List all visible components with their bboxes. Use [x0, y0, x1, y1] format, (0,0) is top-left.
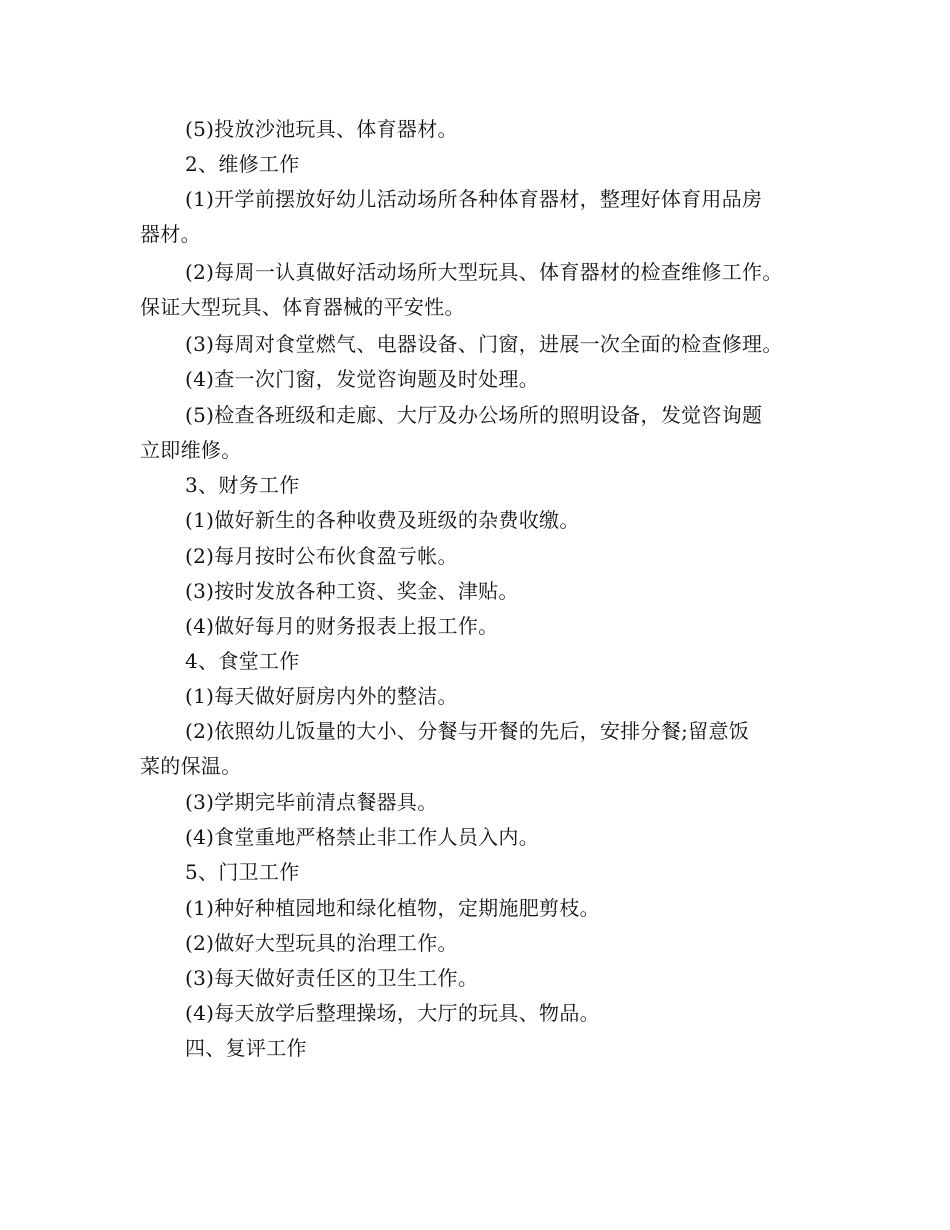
paragraph-line: (1)做好新生的各种收费及班级的杂费收缴。	[185, 508, 580, 532]
paragraph-line: (2)依照幼儿饭量的大小、分餐与开餐的先后，安排分餐;留意饭	[185, 719, 750, 743]
paragraph-line: 保证大型玩具、体育器械的平安性。	[140, 295, 465, 319]
paragraph-line: (4)食堂重地严格禁止非工作人员入内。	[185, 825, 540, 849]
heading-line: 3、财务工作	[185, 473, 300, 497]
paragraph-line: 菜的保温。	[140, 754, 242, 778]
heading-line: 四、复评工作	[185, 1036, 307, 1060]
paragraph-line: (5)投放沙池玩具、体育器材。	[185, 117, 458, 141]
paragraph-line: (3)每周对食堂燃气、电器设备、门窗，进展一次全面的检查修理。	[185, 332, 783, 356]
heading-line: 2、维修工作	[185, 152, 300, 176]
paragraph-line: (4)查一次门窗，发觉咨询题及时处理。	[185, 367, 540, 391]
paragraph-line: (3)每天做好责任区的卫生工作。	[185, 966, 479, 990]
paragraph-line: (2)做好大型玩具的治理工作。	[185, 931, 458, 955]
heading-line: 5、门卫工作	[185, 860, 300, 884]
heading-line: 4、食堂工作	[185, 649, 300, 673]
paragraph-line: (2)每周一认真做好活动场所大型玩具、体育器材的检查维修工作。	[185, 260, 783, 284]
paragraph-line: (2)每月按时公布伙食盈亏帐。	[185, 544, 458, 568]
paragraph-line: (3)学期完毕前清点餐器具。	[185, 790, 438, 814]
paragraph-line: (3)按时发放各种工资、奖金、津贴。	[185, 579, 519, 603]
paragraph-line: (4)做好每月的财务报表上报工作。	[185, 614, 499, 638]
paragraph-line: 器材。	[140, 222, 201, 246]
paragraph-line: (5)检查各班级和走廊、大厅及办公场所的照明设备，发觉咨询题	[185, 403, 763, 427]
paragraph-line: (1)种好种植园地和绿化植物，定期施肥剪枝。	[185, 896, 600, 920]
paragraph-line: (1)每天做好厨房内外的整洁。	[185, 684, 458, 708]
paragraph-line: (4)每天放学后整理操场，大厅的玩具、物品。	[185, 1001, 600, 1025]
paragraph-line: 立即维修。	[140, 438, 242, 462]
paragraph-line: (1)开学前摆放好幼儿活动场所各种体育器材，整理好体育用品房	[185, 187, 763, 211]
